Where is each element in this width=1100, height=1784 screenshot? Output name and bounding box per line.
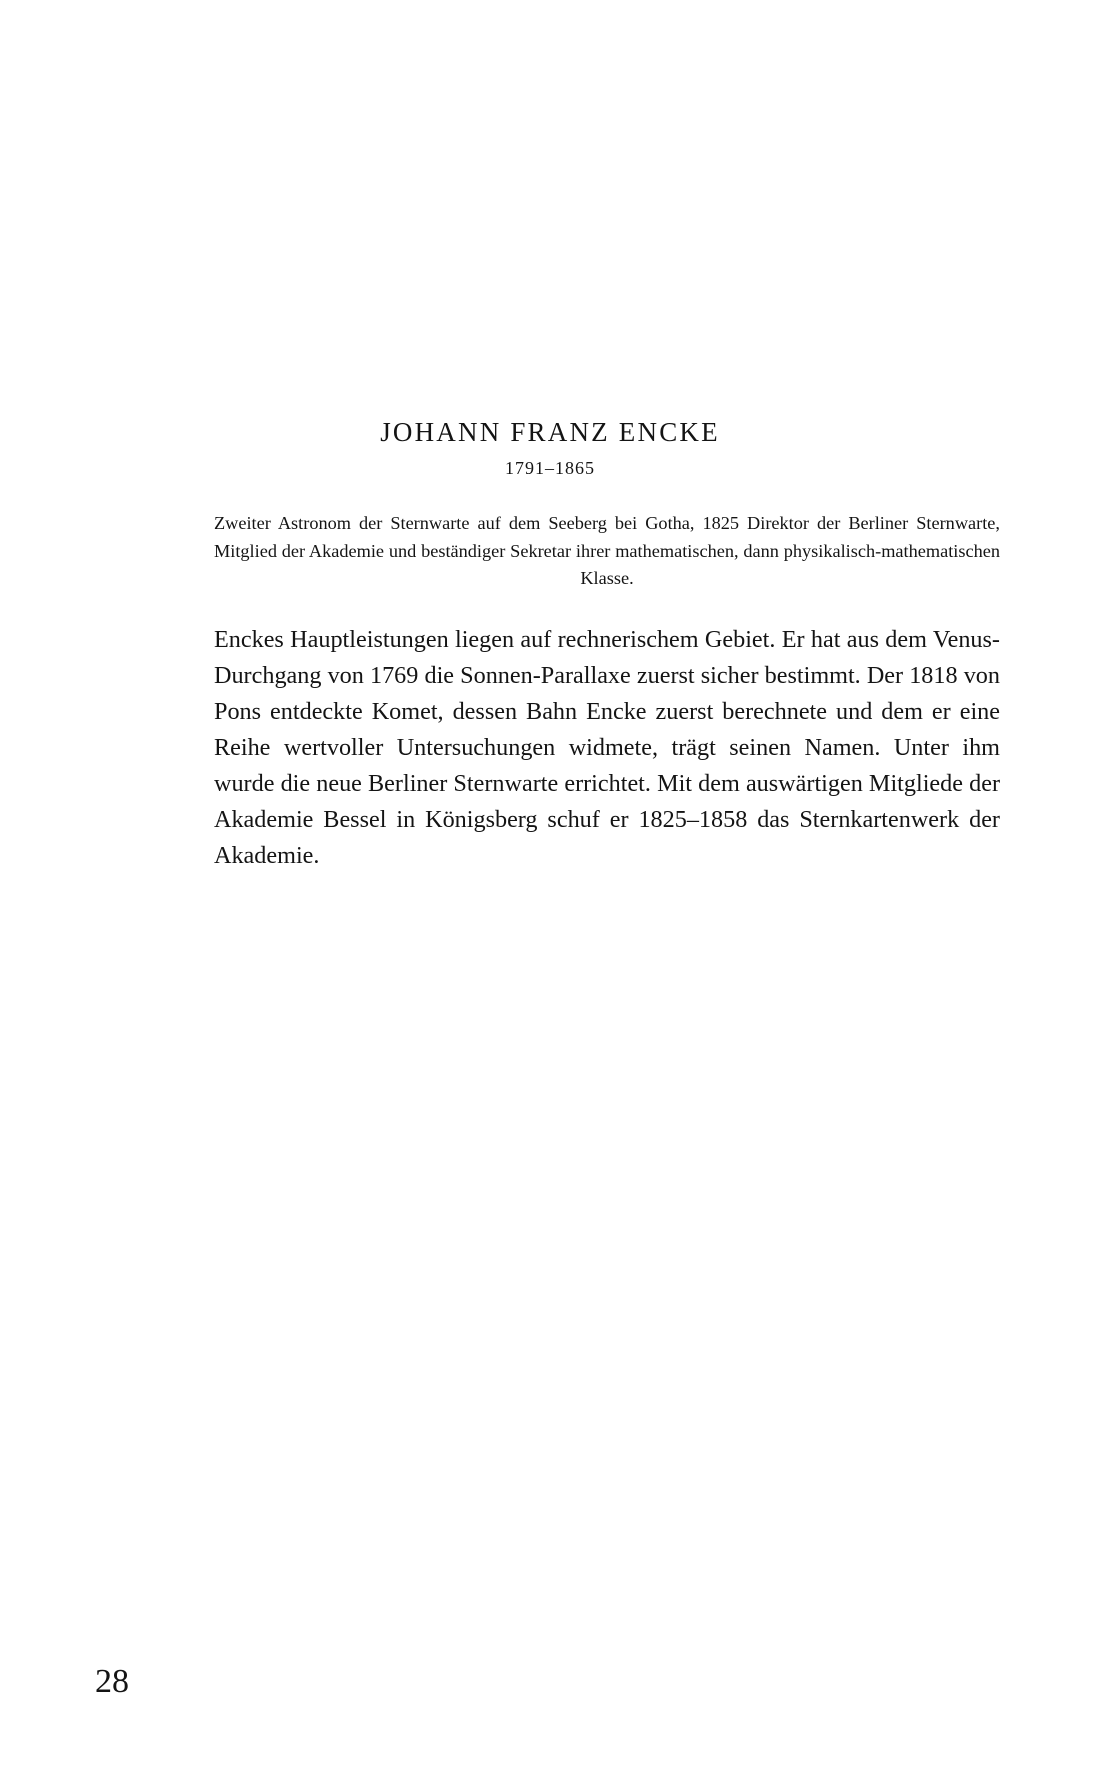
biography-body: Enckes Hauptleistungen liegen auf rechnerischem Gebiet. Er hat aus dem Venus-Durchgang von 1769 die Sonnen-Parallaxe zuerst sicher bestimmt. Der 1818 von Pons entdeckte Komet, dessen Bahn Encke zuerst berechnete und dem er eine Reihe wertvoller Untersuchungen widmete, trägt seinen Namen. Unter ihm wurde die neue Berliner Sternwarte errichtet. Mit dem auswärtigen Mitgliede der Akademie Bessel in Königsberg schuf er 1825–1858 das Sternkartenwerk der Akademie. <box>214 626 1000 869</box>
page-number: 28 <box>95 1663 129 1700</box>
career-summary: Zweiter Astronom der Sternwarte auf dem Seeberg bei Gotha, 1825 Direktor der Berliner Sternwarte, Mitglied der Akademie und beständiger Sekretar ihrer mathematischen, dann physikalisch-mathematischen Klasse. <box>214 513 1000 588</box>
life-dates: 1791–1865 <box>505 458 595 478</box>
biography-title: JOHANN FRANZ ENCKE <box>380 417 720 447</box>
